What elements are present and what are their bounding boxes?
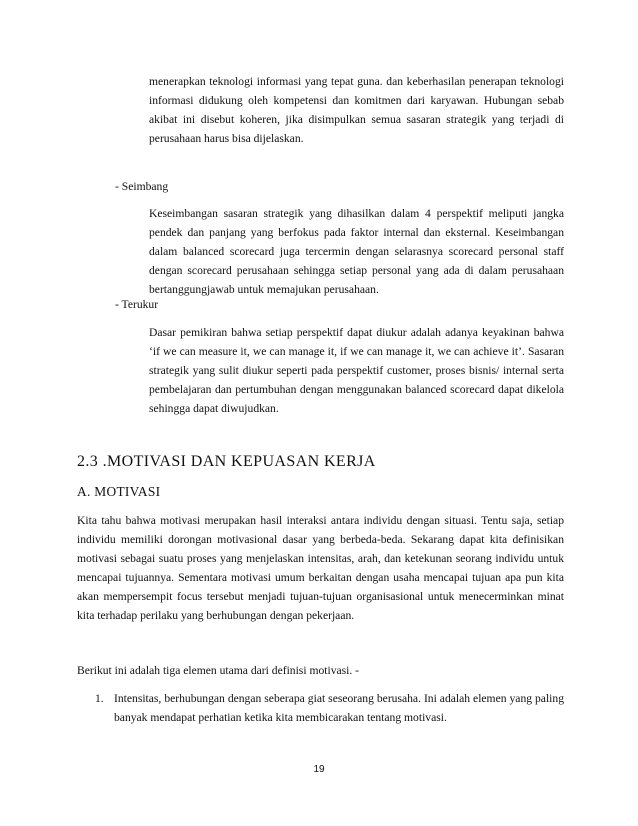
list-item xyxy=(95,690,564,728)
section-title: 2.3 .MOTIVASI DAN KEPUASAN KERJA xyxy=(77,453,376,470)
subsection-title: A. MOTIVASI xyxy=(77,484,161,499)
bullet-label-terukur: - Terukur xyxy=(115,298,159,311)
bullet-text-terukur: Dasar pemikiran bahwa setiap perspektif dapat diukur adalah adanya keyakinan bahwa ‘if we can measure it, we can manage it, if we can manage it, we can achieve it’. Sasaran strategik yang sulit diukur seperti pada perspektif customer, proses bisnis/ internal serta pembelajaran dan pertumbuhan dengan menggunakan balanced scorecard dapat dikelola sehingga dapat diwujudkan. xyxy=(149,326,564,415)
list-item-text: Intensitas, berhubungan dengan seberapa giat seseorang berusaha. Ini adalah elemen yang paling banyak mendapat perhatian ketika kita membicarakan tentang motivasi. xyxy=(114,692,564,724)
elements-intro: Berikut ini adalah tiga elemen utama dari definisi motivasi. - xyxy=(77,664,360,677)
list-item-number: 1. xyxy=(95,692,104,705)
bullet-text-seimbang: Keseimbangan sasaran strategik yang dihasilkan dalam 4 perspektif meliputi jangka pendek dan panjang yang berfokus pada faktor internal dan eksternal. Keseimbangan dalam balanced scorecard juga tercermin dengan selarasnya scorecard personal staff dengan scorecard perusahaan sehingga setiap personal yang ada di dalam perusahaan bertanggungjawab untuk memajukan perusahaan. xyxy=(149,207,564,296)
intro-paragraph: menerapkan teknologi informasi yang tepat guna. dan keberhasilan penerapan teknologi informasi didukung oleh kompetensi dan komitmen dari karyawan. Hubungan sebab akibat ini disebut koheren, jika disimpulkan semua sasaran strategik yang terjadi di perusahaan harus bisa dijelaskan. xyxy=(149,75,564,145)
bullet-label-seimbang: - Seimbang xyxy=(115,180,169,193)
motivasi-paragraph: Kita tahu bahwa motivasi merupakan hasil interaksi antara individu dengan situasi. Tentu saja, setiap individu memiliki dorongan motivasional dasar yang berbeda-beda. Sekarang dapat kita definisikan motivasi sebagai suatu proses yang menjelaskan intensitas, arah, dan ketekunan seorang individu untuk mencapai tujuannya. Sementara motivasi umum berkaitan dengan usaha mencapai tujuan apa pun kita akan mempersempit focus tersebut menjadi tujuan-tujuan organisasional untuk menecerminkan minat kita terhadap perilaku yang berhubungan dengan pekerjaan. xyxy=(77,514,564,622)
page-number: 19 xyxy=(313,764,325,775)
